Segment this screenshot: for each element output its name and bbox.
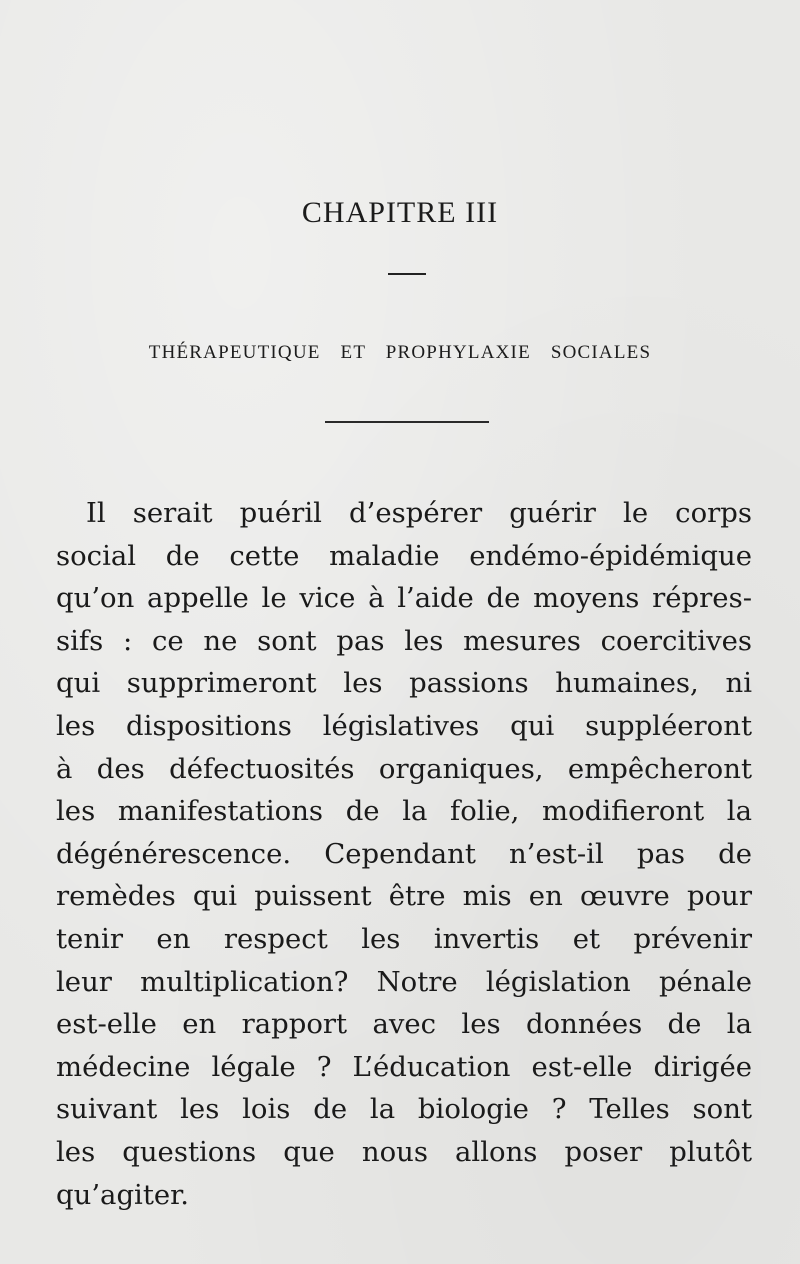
paragraph-line: tenir en respect les invertis et prévenir xyxy=(56,922,752,955)
paragraph-line: les dispositions législatives qui suppléeront xyxy=(56,709,752,742)
paragraph-line: est-elle en rapport avec les données de la xyxy=(56,1008,752,1041)
paragraph-line: dégénérescence. Cependant n’est-il pas de xyxy=(56,837,752,870)
paragraph-line: à des défectuosités organiques, empêcheront xyxy=(56,752,752,785)
chapter-heading: CHAPITRE III xyxy=(301,196,499,229)
paragraph-line: les manifestations de la folie, modifieront la xyxy=(56,795,752,828)
chapter-title: THÉRAPEUTIQUE ET PROPHYLAXIE SOCIALES xyxy=(148,342,652,363)
paragraph-line: Il serait puéril d’espérer guérir le corps xyxy=(86,497,752,529)
paragraph-line: social de cette maladie endémo-épidémique xyxy=(56,539,752,572)
paragraph-line: qu’agiter. xyxy=(56,1178,190,1211)
paragraph-line: sifs : ce ne sont pas les mesures coercitives xyxy=(56,624,752,657)
paragraph-line: suivant les lois de la biologie ? Telles sont xyxy=(56,1093,752,1126)
paragraph-line: les questions que nous allons poser plutôt xyxy=(56,1135,752,1168)
heading-dash-divider xyxy=(388,273,426,275)
paragraph-line: qu’on appelle le vice à l’aide de moyens répres- xyxy=(56,582,752,615)
body-paragraph xyxy=(56,492,752,1216)
paragraph-line: médecine légale ? L’éducation est-elle dirigée xyxy=(56,1050,752,1083)
paragraph-line: remèdes qui puissent être mis en œuvre pour xyxy=(56,880,752,913)
paragraph-line: leur multiplication? Notre législation pénale xyxy=(56,965,752,998)
paragraph-line: qui supprimeront les passions humaines, ni xyxy=(56,667,752,700)
title-rule-divider xyxy=(325,421,489,423)
